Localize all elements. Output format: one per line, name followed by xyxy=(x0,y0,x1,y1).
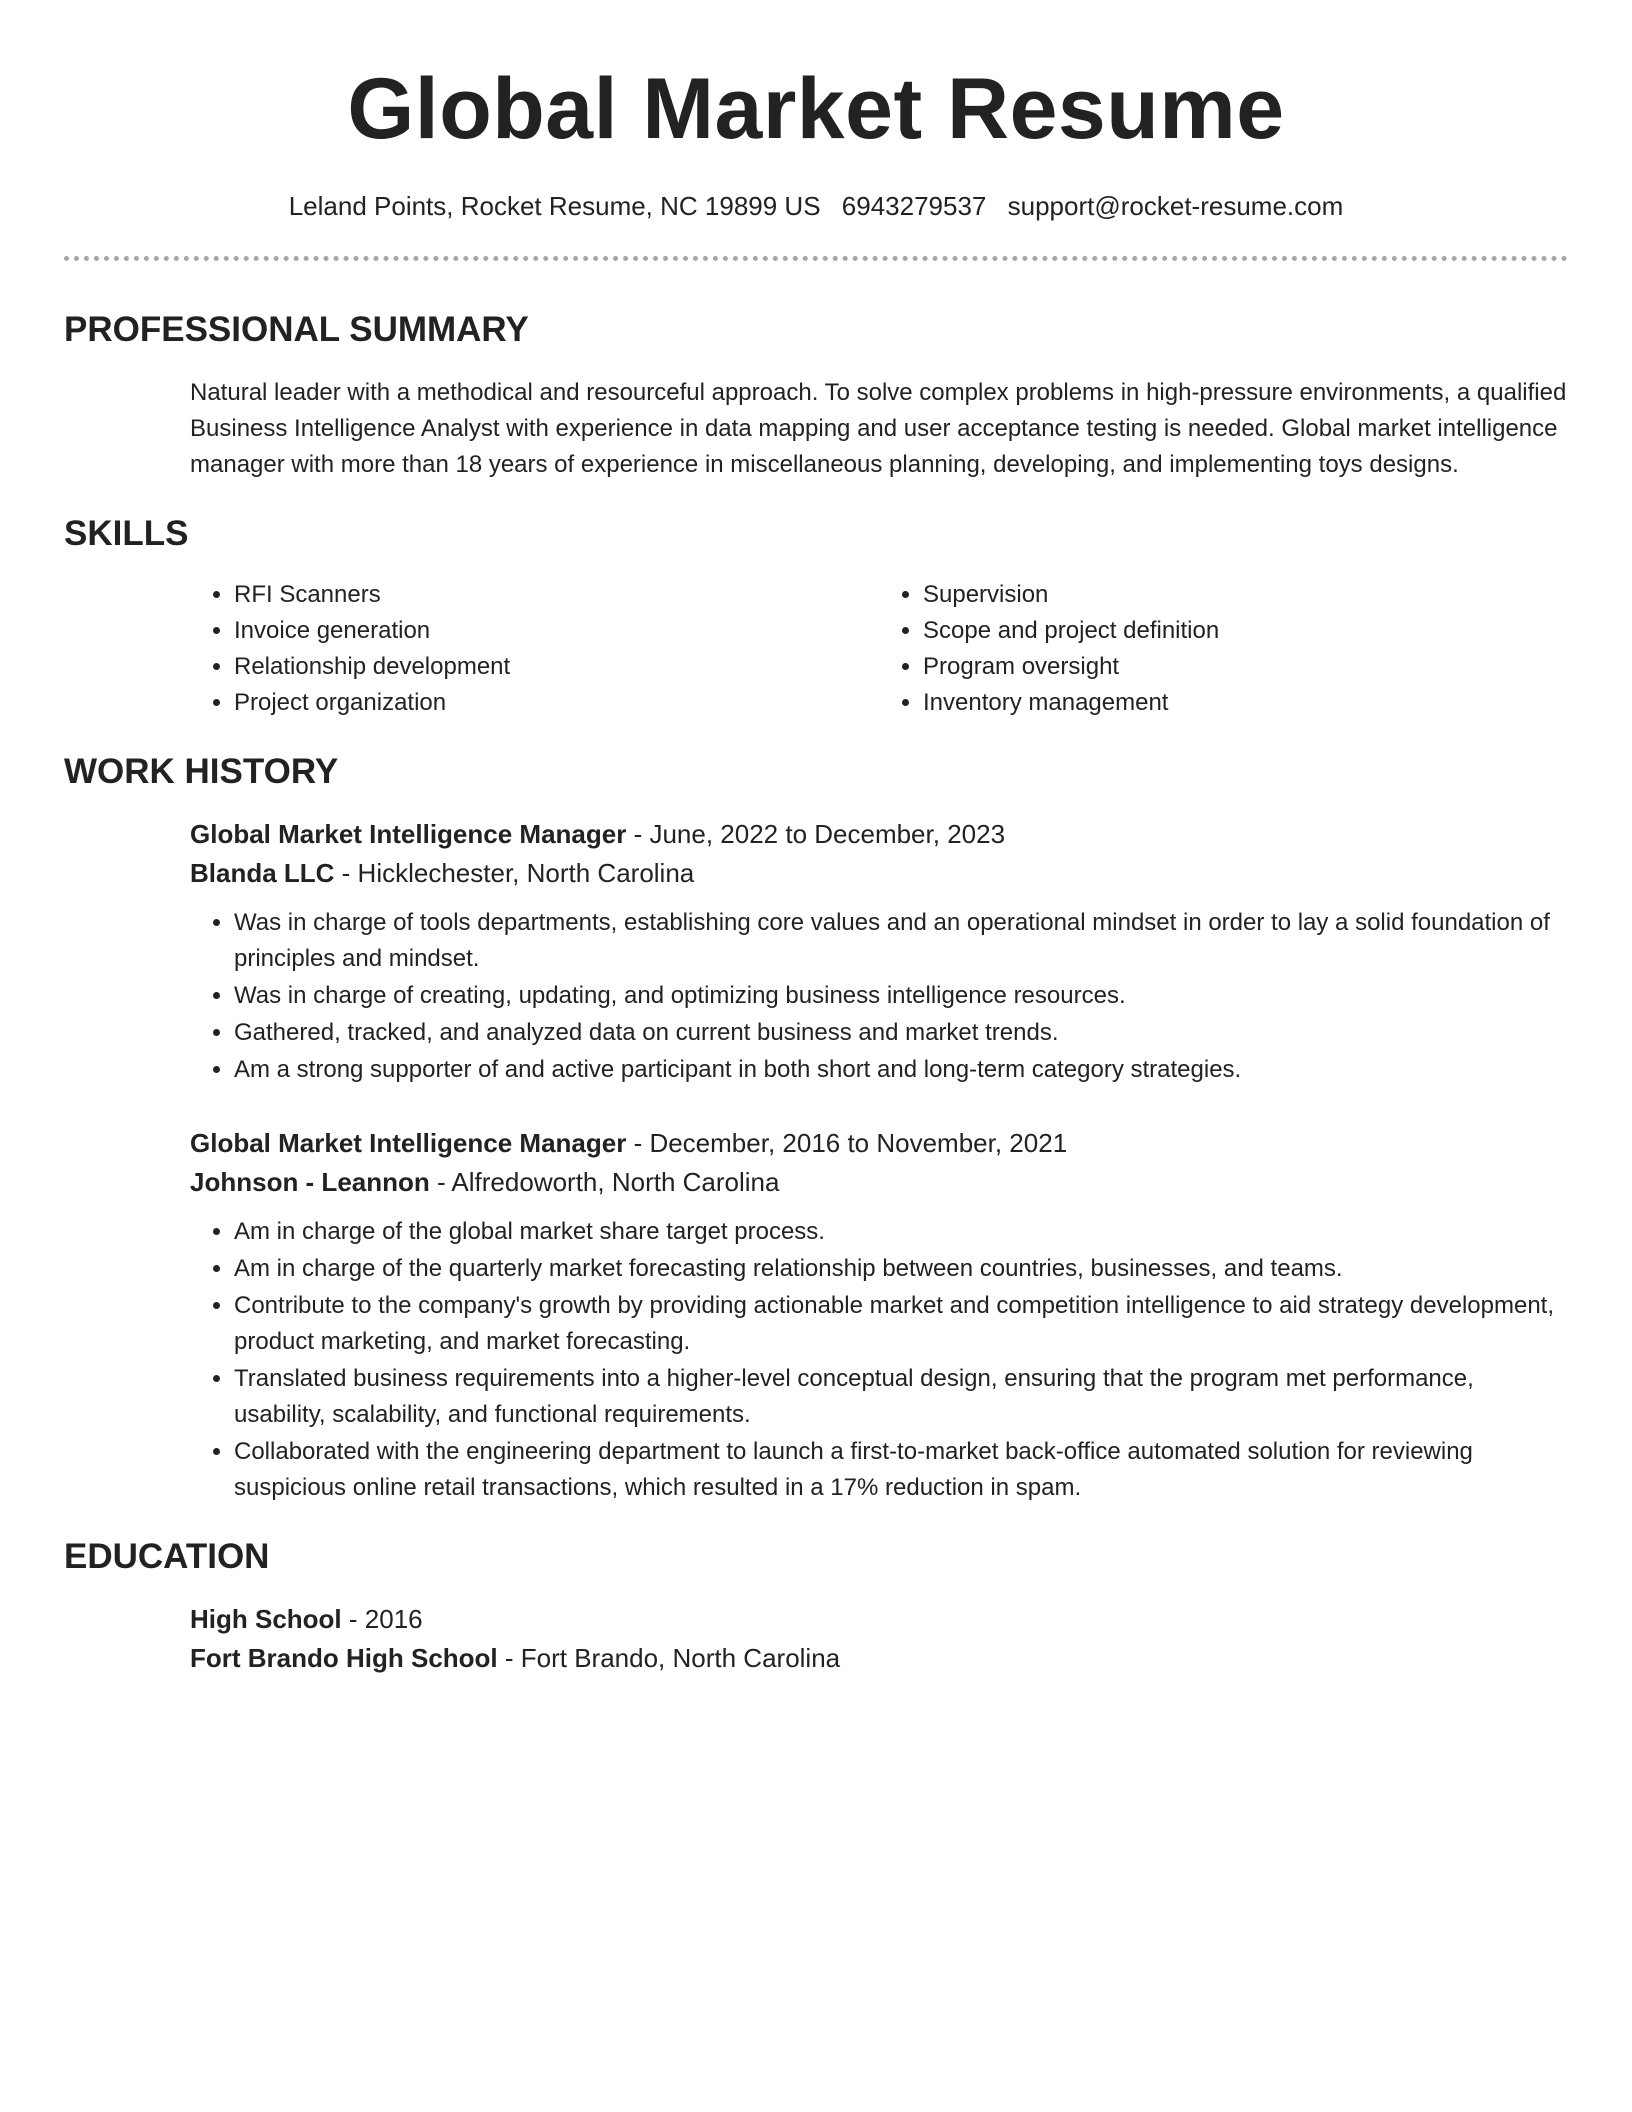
resume-page xyxy=(64,0,1568,1678)
section-title-work-history: WORK HISTORY xyxy=(64,751,339,791)
job-bullet: • Am in charge of the global market share target process. xyxy=(234,1214,1568,1250)
skills-column-left xyxy=(190,577,879,721)
job-bullet: • Gathered, tracked, and analyzed data on current business and market trends. xyxy=(234,1015,1568,1051)
skill-item: • RFI Scanners xyxy=(234,577,879,613)
skill-item: • Program oversight xyxy=(923,649,1568,685)
contact-phone: 6943279537 xyxy=(841,191,987,221)
skill-item: • Relationship development xyxy=(234,649,879,685)
education-year: - 2016 xyxy=(341,1603,423,1634)
work-history-content xyxy=(190,815,1568,1506)
skill-item: • Project organization xyxy=(234,685,879,721)
job-bullet: • Was in charge of tools departments, establishing core values and an operational mindset in order to lay a solid foundation of principles and mindset. xyxy=(234,905,1568,977)
job-bullets xyxy=(190,1214,1568,1506)
summary-text: Natural leader with a methodical and resourceful approach. To solve complex problems in high-pressure environments, a qualified Business Intelligence Analyst with experience in data mapping and user acceptance testing is needed. Global market intelligence manager with more than 18 years of experience in miscellaneous planning, developing, and implementing toys designs. xyxy=(190,378,1567,478)
resume-name: Global Market Resume xyxy=(347,61,1285,157)
job-bullet: • Translated business requirements into a higher-level conceptual design, ensuring that the program met performance, usability, scalability, and functional requirements. xyxy=(234,1361,1568,1433)
job-bullet: • Collaborated with the engineering department to launch a first-to-market back-office automated solution for reviewing suspicious online retail transactions, which resulted in a 17% reduction in spam. xyxy=(234,1434,1568,1506)
skill-item: • Invoice generation xyxy=(234,613,879,649)
job-entry xyxy=(190,1124,1568,1506)
job-dates: - December, 2016 to November, 2021 xyxy=(626,1127,1068,1158)
skill-item: • Supervision xyxy=(923,577,1568,613)
job-bullet: • Contribute to the company's growth by providing actionable market and competition intelligence to aid strategy development, product marketing, and market forecasting. xyxy=(234,1288,1568,1360)
education-school: Fort Brando High School xyxy=(190,1642,498,1673)
job-location: - Hicklechester, North Carolina xyxy=(334,857,695,888)
job-title-line xyxy=(190,815,1568,854)
job-bullet: • Am in charge of the quarterly market forecasting relationship between countries, businesses, and teams. xyxy=(234,1251,1568,1287)
job-entry xyxy=(190,815,1568,1088)
job-bullet: • Am a strong supporter of and active participant in both short and long-term category strategies. xyxy=(234,1052,1568,1088)
job-company: Johnson - Leannon xyxy=(190,1166,430,1197)
education-location: - Fort Brando, North Carolina xyxy=(497,1642,841,1673)
contact-address: Leland Points, Rocket Resume, NC 19899 US xyxy=(288,191,821,221)
summary-content xyxy=(190,375,1568,483)
job-dates: - June, 2022 to December, 2023 xyxy=(626,818,1006,849)
skill-item: • Scope and project definition xyxy=(923,613,1568,649)
header-divider xyxy=(64,256,1568,261)
skills-list xyxy=(190,577,1568,721)
job-title-line xyxy=(190,1124,1568,1163)
section-title-summary: PROFESSIONAL SUMMARY xyxy=(64,309,529,349)
education-degree: High School xyxy=(190,1603,342,1634)
job-location: - Alfredoworth, North Carolina xyxy=(429,1166,780,1197)
education-content xyxy=(190,1600,1568,1678)
job-company: Blanda LLC xyxy=(190,857,335,888)
job-role: Global Market Intelligence Manager xyxy=(190,818,627,849)
education-degree-line xyxy=(190,1600,1568,1639)
section-title-education: EDUCATION xyxy=(64,1536,270,1576)
section-title-skills: SKILLS xyxy=(64,513,189,553)
job-company-line xyxy=(190,1163,1568,1202)
job-bullets xyxy=(190,905,1568,1088)
contact-email: support@rocket-resume.com xyxy=(1007,191,1344,221)
education-school-line xyxy=(190,1639,1568,1678)
job-company-line xyxy=(190,854,1568,893)
contact-line xyxy=(64,190,1568,224)
skills-column-right xyxy=(879,577,1568,721)
skill-item: • Inventory management xyxy=(923,685,1568,721)
job-role: Global Market Intelligence Manager xyxy=(190,1127,627,1158)
job-bullet: • Was in charge of creating, updating, and optimizing business intelligence resources. xyxy=(234,978,1568,1014)
